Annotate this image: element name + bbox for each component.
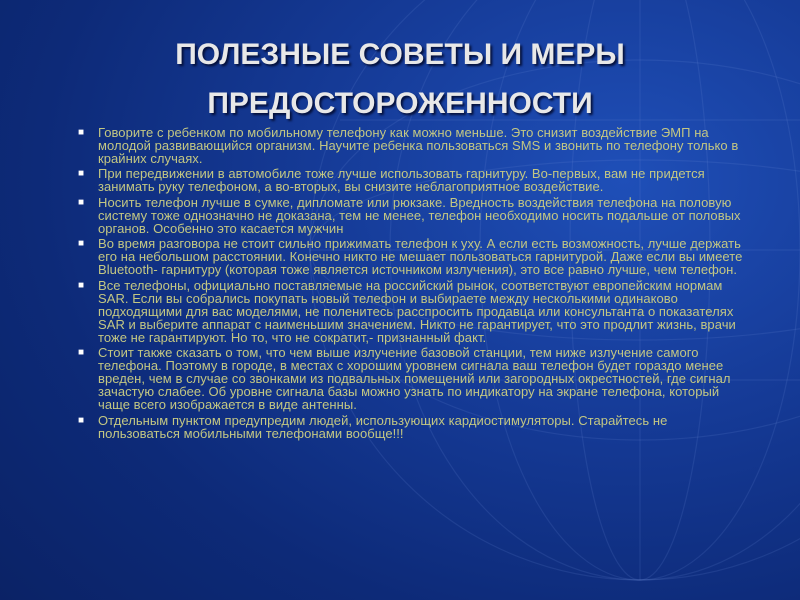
- slide-title: [0, 30, 800, 128]
- bullet-list: [78, 127, 746, 443]
- list-item: [78, 238, 746, 277]
- list-item: [78, 194, 746, 236]
- list-item: [78, 127, 746, 166]
- bullet-text: Все телефоны, официально поставляемые на российский рынок, соответствуют европейским нормам SAR. Если вы собрались покупать новый телефон и выбираете между несколькими одинаково подходящими для вас моделями, не поленитесь расспросить продавца или консультанта о показателях SAR и выберите аппарат с наименьшим значением. Никто не гарантирует, что это продлит жизнь, врачи тоже не гарантируют. Но то, что не сократит,- признанный факт.: [98, 277, 736, 345]
- list-item: [78, 168, 746, 194]
- square-bullet-icon: ■: [78, 414, 85, 426]
- list-item: [78, 412, 746, 441]
- bullet-text: Носить телефон лучше в сумке, дипломате или рюкзаке. Вредность воздействия телефона на половую систему тоже однозначно не доказана, тем не менее, телефон необходимо носить подальше от половых органов. Особенно это касается мужчин: [98, 194, 741, 236]
- bullet-text: Стоит также сказать о том, что чем выше излучение базовой станции, тем ниже излучение самого телефона. Поэтому в городе, в местах с хорошим уровнем сигнала ваш телефон будет гораздо менее вреден, чем в случае со звонками из подвальных помещений или загородных окрестностей, где сигнал зачастую слабее. Об уровне сигнала базы можно узнать по индикатору на экране телефона, который чаще всего изображается в виде антенны.: [98, 345, 731, 413]
- list-item: [78, 277, 746, 345]
- square-bullet-icon: ■: [78, 279, 85, 291]
- square-bullet-icon: ■: [78, 196, 85, 208]
- square-bullet-icon: ■: [78, 347, 85, 359]
- slide-title-line-1: ПОЛЕЗНЫЕ СОВЕТЫ И МЕРЫ: [175, 38, 625, 71]
- bullet-text: При передвижении в автомобиле тоже лучше использовать гарнитуру. Во-первых, вам не придется занимать руку телефоном, а во-вторых, вы снизите неблагоприятное воздействие.: [98, 166, 705, 195]
- bullet-text: Отдельным пунктом предупредим людей, использующих кардиостимуляторы. Старайтесь не пользоваться мобильными телефонами вообще!!!: [98, 412, 668, 441]
- list-item: [78, 347, 746, 412]
- square-bullet-icon: ■: [78, 127, 85, 138]
- bullet-text: Во время разговора не стоит сильно прижимать телефон к уху. А если есть возможность, лучше держать его на небольшом расстоянии. Конечно никто не мешает пользоваться гарнитурой. Даже если вы имеете Bluetooth- гарнитуру (которая тоже является источником излучения), это все равно лучше, чем телефон.: [98, 236, 743, 278]
- bullet-text: Говорите с ребенком по мобильному телефону как можно меньше. Это снизит воздействие ЭМП на молодой развивающийся организм. Научите ребенка пользоваться SMS и звонить по телефону только в крайних случаях.: [98, 125, 739, 166]
- slide-title-line-2: ПРЕДОСТОРОЖЕННОСТИ: [207, 87, 593, 120]
- square-bullet-icon: ■: [78, 238, 85, 250]
- square-bullet-icon: ■: [78, 168, 85, 180]
